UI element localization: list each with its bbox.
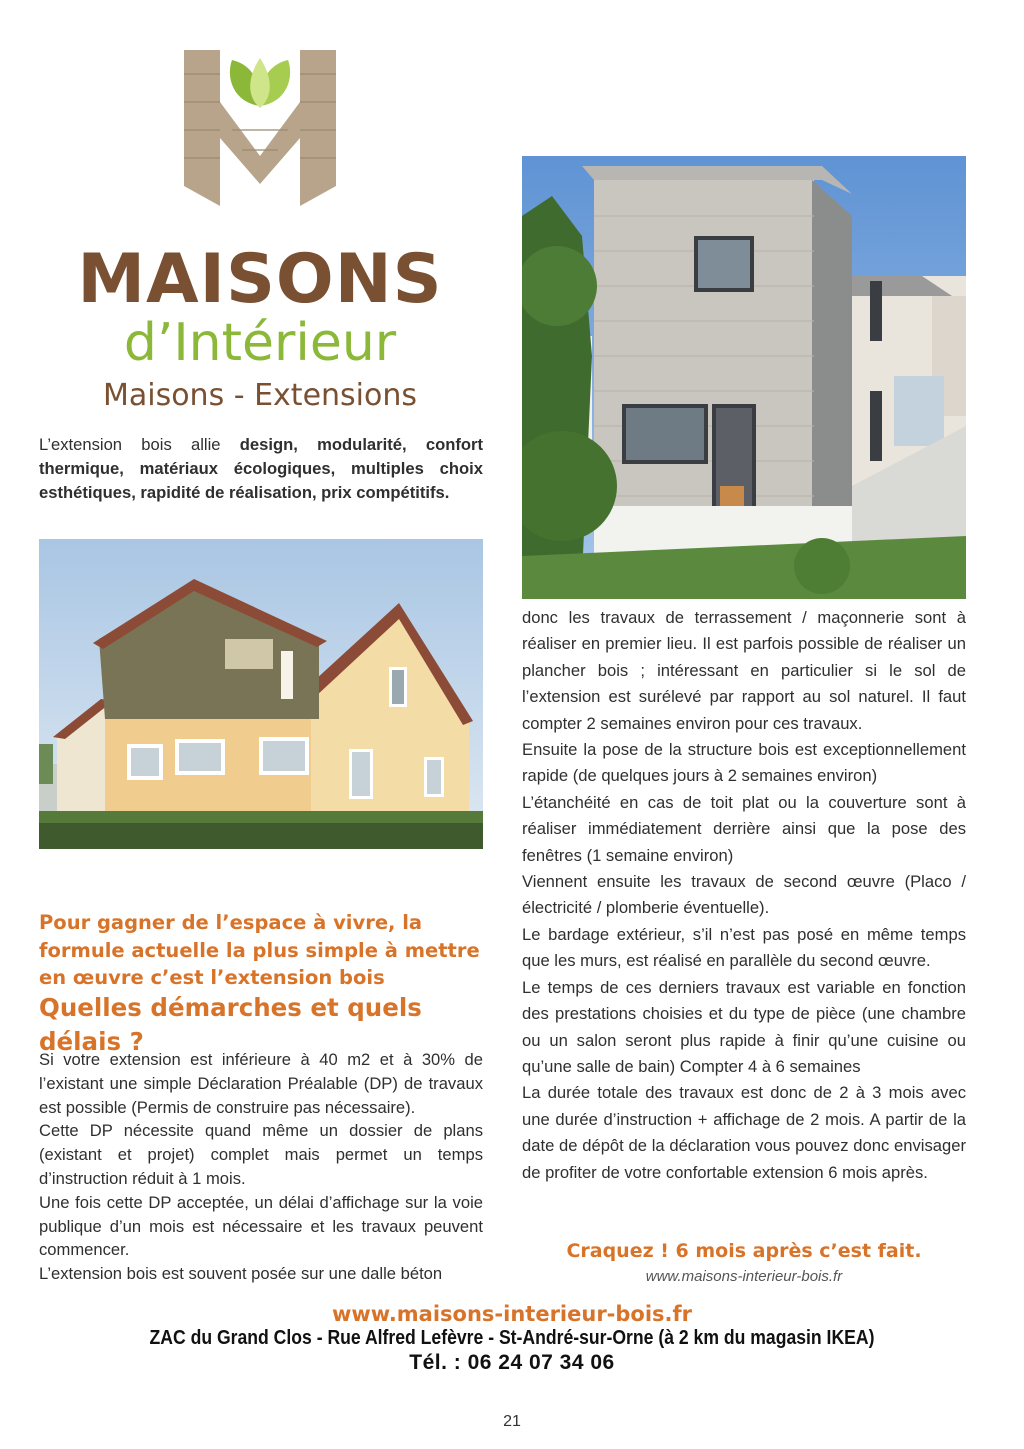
- left-paragraph: Cette DP nécessite quand même un dossier de plans (existant et projet) complet mais permet un temps d’instruction réduit à 1 mois.: [39, 1121, 483, 1188]
- section-question: Quelles démarches et quels délais ?: [39, 993, 422, 1056]
- footer-address: ZAC du Grand Clos - Rue Alfred Lefèvre - St-André-sur-Orne (à 2 km du magasin IKEA): [149, 1327, 875, 1349]
- slogan: Craquez ! 6 mois après c’est fait.: [566, 1240, 922, 1262]
- intro-text: L’extension bois allie design, modularité, confort thermique, matériaux écologiques, multiples choix esthétiques, rapidité de réalisation, prix compétitifs.: [39, 435, 483, 502]
- left-paragraph: Si votre extension est inférieure à 40 m2 et à 30% de l’existant une simple Déclaration Préalable (DP) de travaux est possible (Permis de construire pas nécessaire).: [39, 1050, 483, 1117]
- slogan-url-link[interactable]: www.maisons-interieur-bois.fr: [645, 1268, 843, 1285]
- footer-website-link[interactable]: www.maisons-interieur-bois.fr: [331, 1302, 693, 1326]
- left-column-text: [39, 1048, 483, 1286]
- right-paragraph: donc les travaux de terrassement / maçonnerie sont à réaliser en premier lieu. Il est parfois possible de réaliser un plancher bois ; intéressant en particulier si le sol de l’extension est surélevé par rapport au sol naturel. Il faut compter 2 semaines environ pour ces travaux.: [522, 608, 966, 733]
- grey-extension-photo: [522, 156, 966, 599]
- right-paragraph: Viennent ensuite les travaux de second œuvre (Placo / électricité / plomberie éventuelle).: [522, 872, 966, 918]
- right-paragraph: Le temps de ces derniers travaux est variable en fonction des prestations choisies et du type de pièce (une chambre ou un salon seront plus rapide à finir qu’une cuisine ou qu’une salle de bain) Compter 4 à 6 semaines: [522, 977, 966, 1076]
- brand-logo-icon: [180, 46, 340, 206]
- footer-phone: Tél. : 06 24 07 34 06: [409, 1351, 615, 1374]
- right-paragraph: La durée totale des travaux est donc de 2 à 3 mois avec une durée d’instruction + affichage de 2 mois. A partir de la date de dépôt de la déclaration vous pouvez donc envisager de profiter de votre confortable extension 6 mois après.: [522, 1083, 966, 1182]
- leaf-icon: [230, 58, 290, 108]
- house-extension-photo: [39, 539, 483, 849]
- brand-tagline: Maisons - Extensions: [102, 378, 418, 413]
- headline: Pour gagner de l’espace à vivre, la formule actuelle la plus simple à mettre en œuvre c’est l’extension bois: [39, 911, 480, 989]
- page-number: 21: [503, 1413, 521, 1430]
- right-column-text: [522, 605, 966, 1186]
- right-paragraph: L’étanchéité en cas de toit plat ou la couverture sont à réaliser immédiatement derrière ainsi que la pose des fenêtres (1 semaine environ): [522, 792, 966, 865]
- brand-subname: d’Intérieur: [123, 313, 397, 373]
- right-paragraph: Ensuite la pose de la structure bois est exceptionnellement rapide (de quelques jours à 2 semaines environ): [522, 740, 966, 786]
- left-paragraph: L’extension bois est souvent posée sur une dalle béton: [39, 1264, 443, 1284]
- right-paragraph: Le bardage extérieur, s’il n’est pas posé en même temps que les murs, est réalisé en parallèle du second œuvre.: [522, 924, 966, 971]
- brand-name: MAISONS: [77, 240, 443, 319]
- left-paragraph: Une fois cette DP acceptée, un délai d’affichage sur la voie publique d’un mois est nécessaire et les travaux peuvent commencer.: [39, 1192, 483, 1260]
